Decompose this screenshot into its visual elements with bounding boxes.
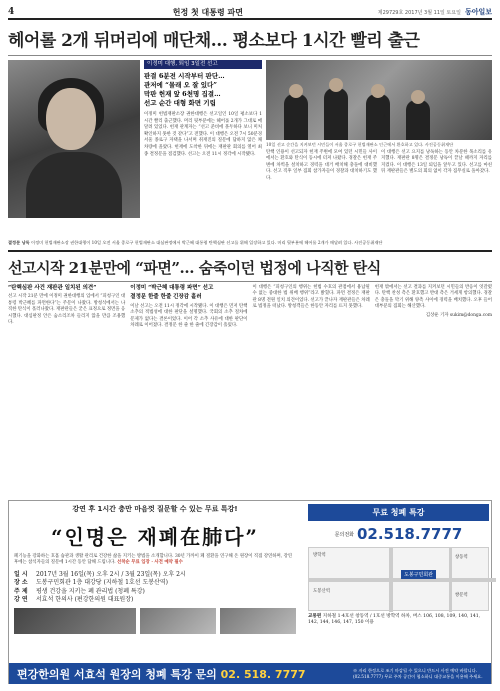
story1-deck: 관저에 “몰래 오 잘 있다” — [144, 81, 218, 89]
ad-detail-row: 주 제 평생 건강을 지키는 폐 관리법 (청폐 특강) — [14, 587, 145, 595]
lecture-advertisement — [8, 500, 492, 684]
ad-detail-row: 일 시 2017년 3월 16일(목) 오후 2시 / 3월 23일(목) 오후 2시 — [14, 570, 186, 578]
story1-middle-column — [144, 60, 262, 237]
caption-label: 결정문 낭독 — [8, 240, 30, 245]
story2-col: 이 대행은 “피청구인의 행위는 헌법 수호의 관점에서 용납될 수 없는 중대한 법 위배 행위”라고 밝혔다. 파면 결정은 재판관 8명 전원 일치 의견이었다. 선고가 끝나자 재판관들은 차례로 법정을 떠났다. 방청객들은 한동안 자리를 뜨지 못했다. — [252, 284, 370, 310]
story2-headline: 선고시작 21분만에 “파면”… 숨죽이던 법정에 나직한 탄식 — [8, 258, 381, 277]
story2-col: 선고 시작 21분 만에 이정미 권한대행의 입에서 “피청구인 대통령 박근혜를 파면한다”는 주문이 나왔다. 방청석에서는 나직한 탄식이 흘러나왔다. 재판관들은 굳은 표정으로 정면을 응시했다. 대심판정 안은 숨소리조차 들리지 않을 만큼 조용했다. — [8, 294, 126, 326]
map-label: 창동역 — [455, 555, 468, 560]
story1-body-mid: 이정미 헌법재판소장 권한대행은 선고일인 10일 평소보다 1시간 빨리 출근했다. 머리 뒷부분에는 헤어롤 2개가 그대로 매달려 있었다. 헌재 관계자는 “선고 준비에 몰두하다 보니 미처 확인하지 못한 것 같다”고 전했다. 이 대행은 오전 7시 50분경 서울 종로구 자택을 나서며 취재진의 질문에 답하지 않은 채 차량에 올랐다. 헌재에 도착한 뒤에는 재판관 회의를 열어 최종 결정문을 점검했다. 선고는 오전 11시 정각에 시작됐다. — [144, 112, 262, 157]
map-venue-marker: 도봉구민회관 — [401, 570, 436, 579]
map-label: 방학역 — [313, 553, 326, 558]
ad-footnote: ※ 자리 한정으로 조기 마감될 수 있으니 반드시 사전 예약 바랍니다. (02.518.7777) 무료 주차 공간이 협소하니 대중교통을 이용해 주세요. — [353, 668, 483, 679]
story1-body-right-2: 이 대행은 선고 요지를 낭독하는 동안 차분한 목소리를 유지했다. 재판관 8명은 결정문 낭독이 끝날 때까지 자리를 지켰다. 이 대행은 13일 퇴임을 앞두고 있다. 선고를 마친 뒤 재판관들은 별도의 회의 없이 각자 집무실로 돌아갔다. — [381, 149, 492, 175]
page-header — [8, 6, 492, 20]
lecture-photo — [220, 608, 296, 634]
story1-headline: 헤어롤 2개 뒤머리에 매단채… 평소보다 1시간 빨리 출근 — [8, 20, 492, 56]
page-number: 4 — [8, 7, 15, 17]
story1-deck: 선고 순간 대형 화면 기립 — [144, 99, 216, 107]
story1 — [8, 60, 492, 237]
paper-name: 동아일보 — [464, 7, 492, 16]
story2-col: 헌재 밖에서는 선고 결과를 지켜보던 시민들의 반응이 엇갈렸다. 탄핵 찬성 측은 환호했고 반대 측은 거세게 항의했다. 경찰은 충돌을 막기 위해 양측 사이에 경력을 배치했다. 오후 들어 대부분의 집회는 해산했다. — [374, 284, 492, 310]
story2-sub: 결정문 한줄 한줄 긴장감 흘러 — [130, 294, 202, 301]
story2-byline: 김상운 기자 sukim@donga.com — [425, 312, 492, 318]
section-title: 헌정 첫 대통령 파면 — [172, 7, 243, 17]
story2-sub: 이정미 “박근혜 대통령 파면” 선고 — [130, 284, 214, 291]
crowd-photo — [266, 60, 492, 140]
story1-deck: 막판 헌재 앞 6천명 집결… — [144, 90, 221, 98]
story1-decks — [144, 72, 262, 108]
map-label: 쌍문역 — [455, 593, 468, 598]
judge-photo-caption: 결정문 낭독 이정미 헌법재판소장 권한대행이 10일 오전 서울 종로구 헌법재판소 대심판정에서 박근혜 대통령 탄핵심판 선고를 위해 입장하고 있다. 머리 뒷부분에 헤어롤 2개가 매달려 있다. 사진공동취재단 — [8, 240, 383, 245]
issue-date: 제29729호 2017년 3월 11일 토요일 — [377, 9, 461, 16]
story2-sub: “탄핵심판 사건 재판관 일치된 의견” — [8, 284, 97, 291]
phone-label: 문의전화 — [334, 531, 354, 538]
story1-photo-block — [8, 60, 140, 237]
lecture-photo — [140, 608, 216, 634]
map-label: 도봉산역 — [313, 589, 330, 594]
ad-detail-row: 강 연 서효석 한의사 (편강한의원 대표원장) — [14, 596, 134, 604]
ad-photo-strip — [14, 608, 296, 634]
story1-body-right-1: 탄핵 인용이 선고되자 헌재 주변에 모여 있던 시민들 사이에서는 환호와 탄식이 동시에 터져 나왔다. 경찰은 헌재 주변에 차벽을 설치하고 경력을 대거 배치해 충돌에 대비했다. 선고 직후 일부 집회 참가자들이 경찰과 대치하기도 했다. — [266, 149, 377, 181]
story2-col: 이날 선고는 오전 11시 정각에 시작됐다. 이 대행은 먼저 탄핵소추의 적법성에 대한 판단을 설명했다. 국회의 소추 절차에 문제가 없다는 결론이었다. 이어 각 소추 사유에 대한 판단이 차례로 이어졌다. 결정문 한 줄 한 줄에 긴장감이 흘렀다. — [130, 303, 248, 329]
story1-deck: 판결 6분전 시작부터 판단… — [144, 72, 225, 80]
ad-detail-row: 장 소 도봉구민회관 1층 대강당 (지하철 1호선 도봉산역) — [14, 579, 168, 587]
story1-kicker: 이정미 대행, 퇴임 3일전 선고 — [144, 60, 262, 69]
location-map — [308, 547, 489, 611]
lecture-photo — [14, 608, 136, 634]
ad-title: “인명은 재폐在肺다” — [51, 525, 259, 549]
judge-photo — [8, 60, 140, 218]
bottom-phone-number[interactable]: 02. 518. 7777 — [220, 667, 306, 681]
transit-info: 교통편 지하철 1·4호선 창동역 / 1호선 방학역 하차, 버스 106, 108, 109, 140, 141, 142, 144, 146, 147, 150 이용 — [308, 614, 481, 626]
ad-details — [14, 571, 296, 605]
story2 — [8, 281, 492, 393]
crowd-photo-caption: 10일 선고 순간을 지켜보던 시민들이 서울 종로구 헌법재판소 인근에서 환호하고 있다. 사진공동취재단 — [266, 142, 454, 147]
ad-phone-number[interactable]: 02.518.7777 — [356, 525, 463, 543]
ad-description: 폐기능을 강화하는 호흡 습관과 생활 관리로 건강한 삶을 지키는 방법을 소개합니다. 30년 가까이 폐 질환을 연구해 온 원장이 직접 강연하며, 강연 후에는 참석자들의 질문에 1시간 동안 답해 드립니다. 선착순 무료 입장 · 사전 예약 필수 — [14, 554, 293, 566]
ad-bottom-banner: 편강한의원 서효석 원장의 청폐 특강 문의 02. 518. 7777 ※ 자리 한정으로 조기 마감될 수 있으니 반드시 사전 예약 바랍니다. (02.518.7777) 무료 주차 공간이 협소하니 대중교통을 이용해 주세요. — [9, 663, 491, 684]
story1-right-column — [266, 60, 492, 237]
free-lecture-badge: 무료 청폐 특강 — [308, 504, 489, 521]
ad-top-line: 강연 후 1시간 충만 마음껏 질문할 수 있는 무료 특강! — [72, 505, 238, 513]
